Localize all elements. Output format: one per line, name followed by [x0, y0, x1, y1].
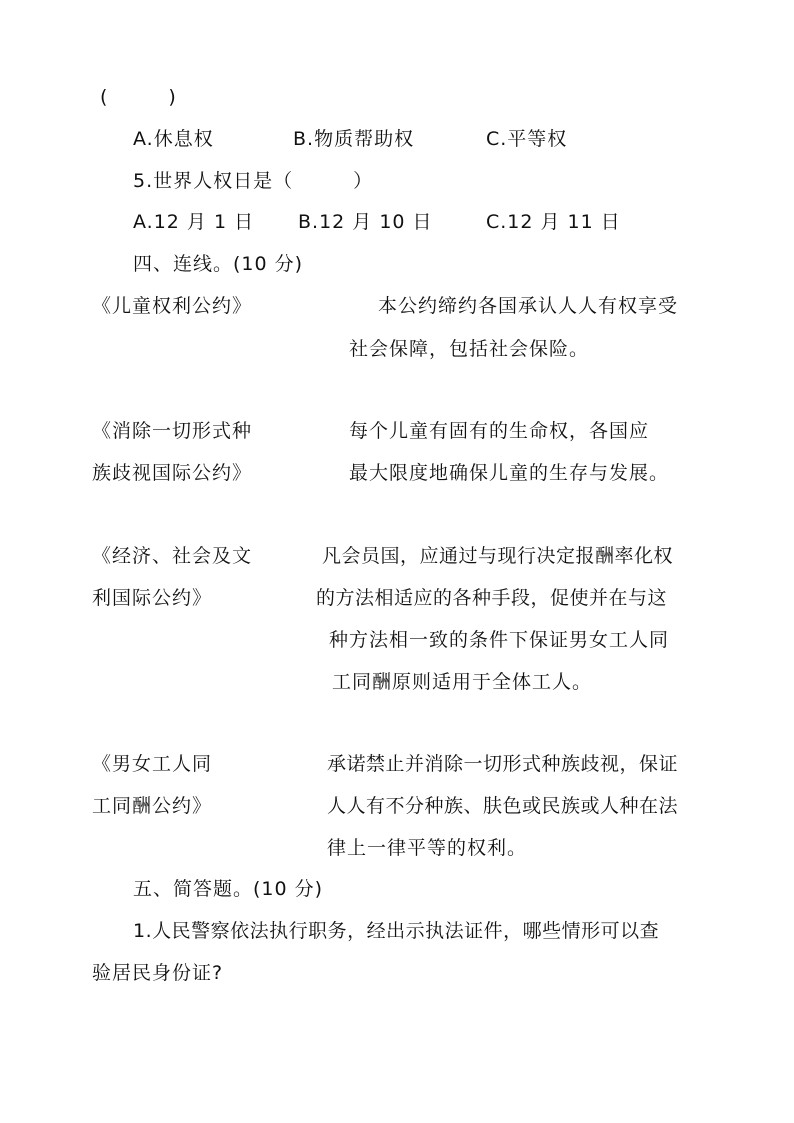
match-right-4-line-2: 人人有不分种族、肤色或民族或人种在法 [327, 795, 679, 817]
match-right-4-line-1: 承诺禁止并消除一切形式种族歧视，保证 [327, 753, 679, 775]
q5-option-c: C.12 月 11 日 [486, 211, 621, 233]
match-left-2-line-2: 族歧视国际公约》 [92, 462, 253, 484]
short-answer-q1-line-2: 验居民身份证? [92, 962, 224, 984]
q4-option-c: C.平等权 [486, 128, 568, 150]
match-left-3-line-1: 《经济、社会及文 [92, 545, 253, 567]
match-right-3-line-2: 的方法相适应的各种手段，促使并在与这 [316, 587, 668, 609]
q4-answer-bracket: ( ) [100, 86, 177, 108]
match-right-3-line-1: 凡会员国，应通过与现行决定报酬率化权 [322, 545, 674, 567]
match-right-1-line-1: 本公约缔约各国承认人人有权享受 [378, 295, 679, 317]
q4-option-b: B.物质帮助权 [293, 128, 415, 150]
match-left-4-line-1: 《男女工人同 [92, 753, 213, 775]
q5-option-b: B.12 月 10 日 [298, 211, 433, 233]
q4-option-a: A.休息权 [133, 128, 214, 150]
match-right-1-line-2: 社会保障，包括社会保险。 [349, 338, 590, 360]
match-left-3-line-2: 利国际公约》 [92, 587, 213, 609]
q5-option-a: A.12 月 1 日 [133, 211, 255, 233]
q5-stem: 5.世界人权日是（ ） [133, 170, 374, 192]
short-answer-q1-line-1: 1.人民警察依法执行职务，经出示执法证件，哪些情形可以查 [133, 920, 660, 942]
match-right-4-line-3: 律上一律平等的权利。 [327, 837, 528, 859]
match-right-3-line-3: 种方法相一致的条件下保证男女工人同 [329, 629, 670, 651]
match-left-1: 《儿童权利公约》 [92, 295, 253, 317]
section-5-heading: 五、简答题。(10 分) [133, 878, 324, 900]
match-left-4-line-2: 工同酬公约》 [92, 795, 213, 817]
match-right-2-line-1: 每个儿童有固有的生命权，各国应 [349, 420, 650, 442]
section-4-heading: 四、连线。(10 分) [133, 253, 304, 275]
match-right-2-line-2: 最大限度地确保儿童的生存与发展。 [349, 462, 670, 484]
match-right-3-line-4: 工同酬原则适用于全体工人。 [332, 671, 593, 693]
match-left-2-line-1: 《消除一切形式种 [92, 420, 253, 442]
